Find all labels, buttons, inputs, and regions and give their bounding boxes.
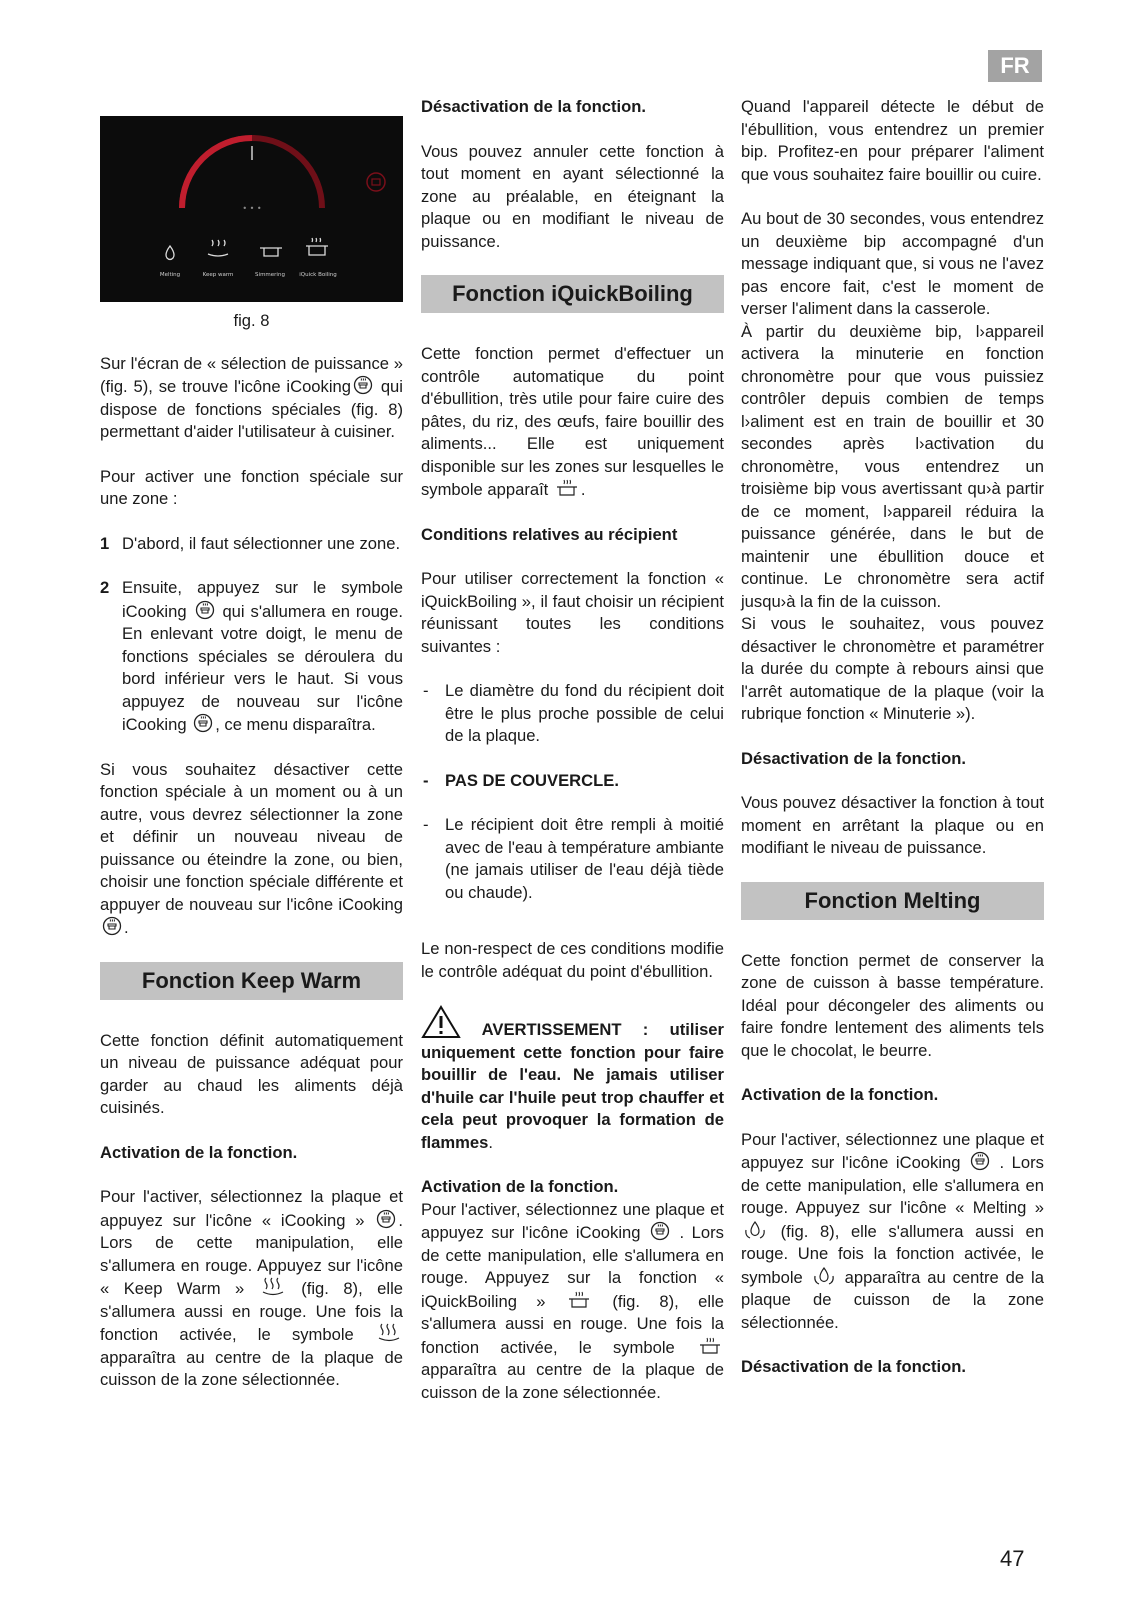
melting-icon (812, 1266, 836, 1286)
paragraph: Pour activer une fonction spéciale sur une zone : (100, 466, 403, 508)
keep-warm-icon (261, 1277, 285, 1297)
paragraph: Cette fonction définit automatiquement un niveau de puissance adéquat pour garder au chaud les aliments déjà cuisinés. (100, 1030, 403, 1117)
subheading: Activation de la fonction. (421, 1177, 619, 1196)
melting-icon (166, 246, 174, 260)
icooking-icon (102, 916, 122, 936)
paragraph: Vous pouvez annuler cette fonction à tout moment en ayant sélectionné la zone au préalable, en éteignant la plaque ou en modifiant le niveau de puissance. (421, 141, 724, 251)
list-item: 2 Ensuite, appuyez sur le symbole iCooking qui s'allumera en rouge. En enlevant votre doigt, le menu de fonctions spéciales se déroulera du bord inférieur vers le haut. Si vous appuyez de nouveau sur l'icône iCooking , ce menu disparaîtra. (100, 578, 403, 734)
iquick-boiling-icon (306, 238, 328, 255)
paragraph: Pour l'activer, sélectionnez une plaque et appuyez sur l'icône iCooking . Lors de cette manipulation, elle s'allumera en rouge. Appuyez sur l'icône « Melting » (fig. 8), elle s'allumera aussi en rouge. Une fois la fonction activée, le symbole apparaîtra au centre de la plaque de cuisson de la zone sélectionnée. (741, 1129, 1044, 1332)
paragraph: Pour l'activer, sélectionnez une plaque et appuyez sur l'icône iCooking . Lors de cette manipulation, elle s'allumera en rouge. Appuyez sur la fonction « iQuickBoiling » (fig. 8), elle s'allumera aussi en rouge. Une fois la fonction activée, le symbole apparaîtra au centre de la plaque de cuisson de la zone sélectionnée. (421, 1199, 724, 1402)
paragraph: Si vous le souhaitez, vous pouvez désactiver le chronomètre et paramétrer la durée du compte à rebours ainsi que l'arrêt automatique de la plaque (voir la rubrique fonction « Minuterie »). (741, 614, 1044, 723)
section-heading: Fonction Keep Warm (100, 962, 403, 1000)
section-heading: Fonction iQuickBoiling (421, 275, 724, 313)
list-item: - Le diamètre du fond du récipient doit être le plus proche possible de celui de la plaque. (423, 681, 724, 745)
keep-warm-icon (377, 1323, 401, 1343)
melting-icon (743, 1220, 767, 1240)
paragraph: Cette fonction permet de conserver la zone de cuisson à basse température. Idéal pour décongeler des aliments ou faire fondre lentement des aliments tels que le chocolat, le beurre. (741, 950, 1044, 1060)
label-iquick-boiling: iQuick Boiling (299, 272, 337, 278)
paragraph: Cette fonction permet d'effectuer un contrôle automatique du point d'ébullition, très utile pour faire cuire des pâtes, du riz, des œufs, faire bouillir des aliments... Elle est uniquement disponible sur les zones sur lesquelles le symbole apparaît . (421, 344, 724, 499)
paragraph: Quand l'appareil détecte le début de l'ébullition, vous entendrez un premier bip. Profitez-en pour préparer l'aliment que vous souhaitez faire bouillir ou cuire. (741, 97, 1044, 184)
paragraph: Pour utiliser correctement la fonction « iQuickBoiling », il faut choisir un récipient réunissant toutes les conditions suivantes : (421, 569, 724, 656)
icooking-icon (195, 600, 215, 620)
subheading: Activation de la fonction. (741, 1085, 939, 1104)
section-heading: Fonction Melting (741, 882, 1044, 920)
subheading: Désactivation de la fonction. (741, 1357, 966, 1376)
simmering-icon (260, 248, 282, 256)
icooking-icon-panel (367, 173, 385, 191)
warning-block: AVERTISSEMENT : utiliser uniquement cette fonction pour faire bouillir de l'eau. Ne jamais utiliser d'huile car l'huile peut trop chauffer et cela peut provoquer la formation de flammes. (421, 1005, 724, 1154)
subheading: Activation de la fonction. (100, 1142, 298, 1162)
pot-icon (555, 478, 579, 498)
figure-8-graphic (100, 116, 403, 302)
page-number: 47 (1000, 1546, 1025, 1571)
label-simmering: Simmering (255, 272, 285, 278)
paragraph: Pour l'activer, sélectionnez la plaque et appuyez sur l'icône « iCooking » . Lors de cette manipulation, elle s'allumera en rouge. Appuyez sur l'icône « Keep Warm » (fig. 8), elle s'allumera aussi en rouge. Une fois la fonction activée, le symbole apparaîtra au centre de la plaque de cuisson de la zone sélectionnée. (100, 1187, 403, 1389)
paragraph: Au bout de 30 secondes, vous entendrez un deuxième bip accompagné d'un message indiquant que, si vous ne l'avez pas encore fait, c'est le moment de verser l'aliment dans la casserole. (741, 209, 1044, 318)
paragraph: Si vous souhaitez désactiver cette fonction spéciale à un moment ou à un autre, vous devrez sélectionner la zone et définir un nouveau niveau de puissance ou éteindre la zone, ou bien, choisir une fonction spéciale différente et appuyer de nouveau sur l'icône iCooking . (100, 759, 403, 937)
icooking-icon (650, 1221, 670, 1241)
column-2 (421, 96, 724, 1426)
paragraph: Sur l'écran de « sélection de puissance » (fig. 5), se trouve l'icône iCooking qui dispose de fonctions spéciales (fig. 8) permettant d'aider l'utilisateur à cuisiner. (100, 353, 403, 441)
figure-dots: • • • (242, 204, 262, 213)
paragraph: À partir du deuxième bip, l›appareil activera la minuterie en fonction chronomètre pour que vous puissiez contrôler depuis combien de temps l›aliment est en train de bouillir et 30 secondes après l›activation du chronomètre, vous entendrez un troisième bip vous avertissant qu›à partir de ce moment, l›appareil réduira la puissance générée, dans le but de maintenir une ébullition douce et continue. Le chronomètre sera actif jusqu›à la fin de la cuisson. (741, 321, 1044, 611)
list-item: - PAS DE COUVERCLE. (423, 770, 619, 790)
label-keep-warm: Keep warm (202, 272, 234, 278)
figure-8-panel (100, 116, 403, 302)
iquick-boiling-icon (698, 1336, 722, 1356)
subheading: Désactivation de la fonction. (421, 97, 646, 116)
subheading: Conditions relatives au récipient (421, 524, 678, 544)
paragraph: Le non-respect de ces conditions modifie le contrôle adéquat du point d'ébullition. (421, 939, 724, 981)
icooking-icon (376, 1209, 396, 1229)
keep-warm-icon (208, 240, 228, 256)
icooking-icon (193, 713, 213, 733)
icooking-icon (353, 375, 373, 395)
list-item: 1 D'abord, il faut sélectionner une zone. (100, 533, 401, 553)
icooking-icon (970, 1151, 990, 1171)
label-melting: Melting (159, 272, 181, 278)
subheading: Désactivation de la fonction. (741, 748, 966, 768)
figure-caption: fig. 8 (233, 311, 270, 330)
language-badge: FR (988, 50, 1042, 82)
paragraph: Vous pouvez désactiver la fonction à tout moment en arrêtant la plaque ou en modifiant le niveau de puissance. (741, 793, 1044, 857)
column-3 (741, 96, 1044, 1401)
column-1 (100, 96, 403, 1414)
warning-icon (421, 1005, 461, 1039)
list-item: - Le récipient doit être rempli à moitié avec de l'eau à température ambiante (ne jamais utiliser de l'eau déjà tiède ou chaude). (423, 815, 724, 902)
iquick-boiling-icon (567, 1290, 591, 1310)
